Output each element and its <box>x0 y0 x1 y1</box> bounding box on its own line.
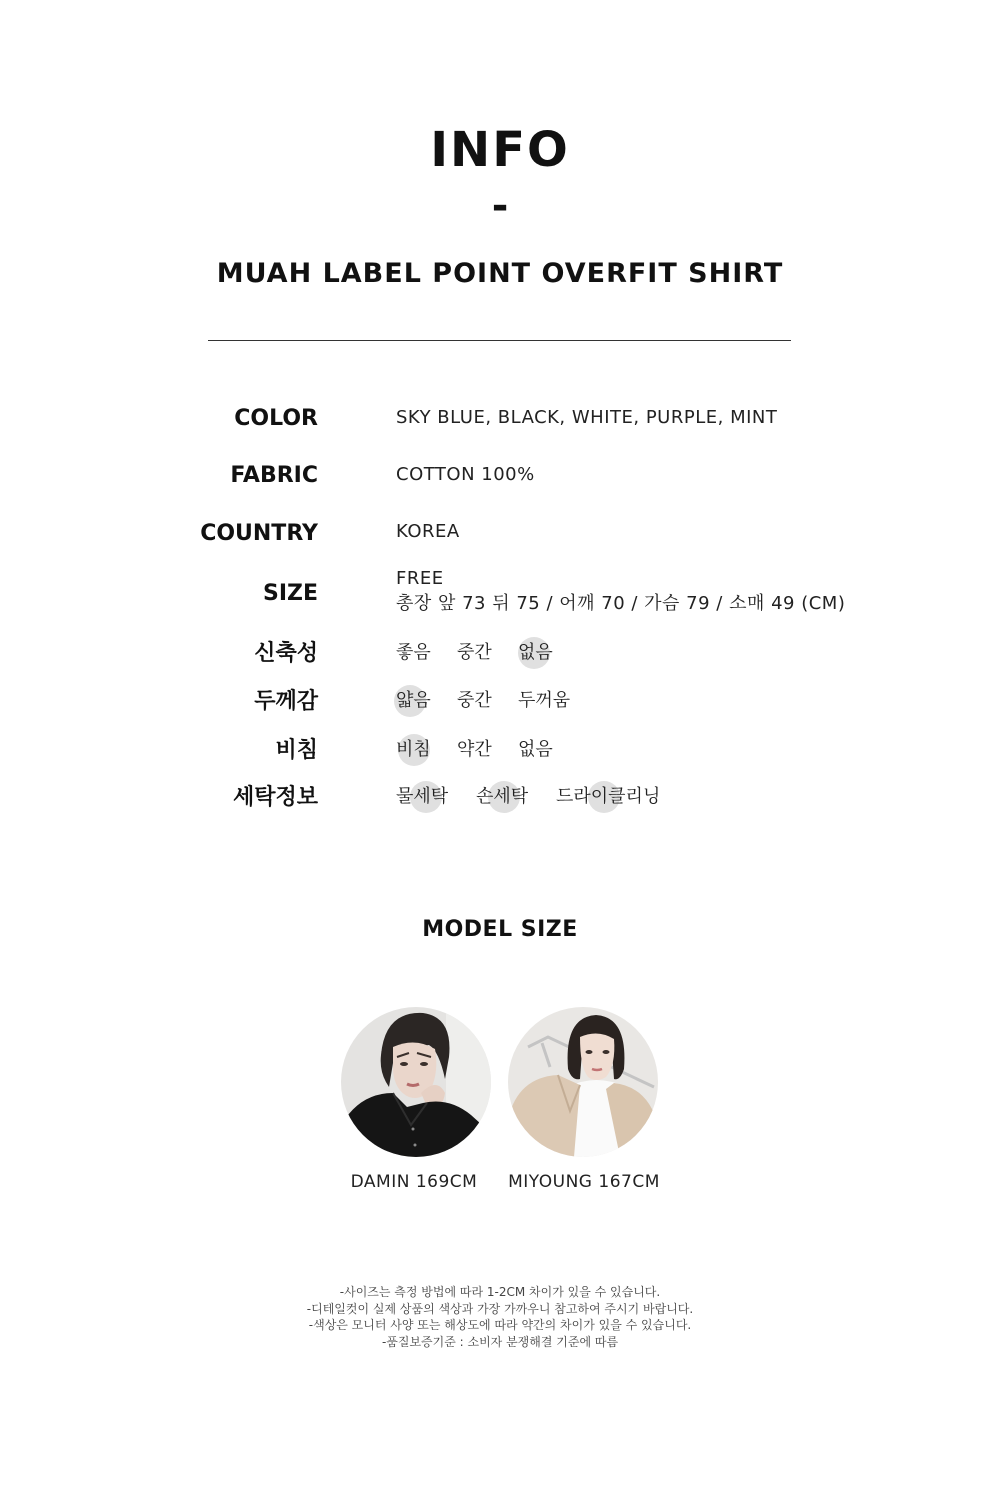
title-separator: - <box>491 183 509 229</box>
product-name: MUAH LABEL POINT OVERFIT SHIRT <box>216 258 784 289</box>
color-label: COLOR <box>234 406 318 431</box>
fabric-label: FABRIC <box>230 463 318 488</box>
page-title: INFO <box>430 122 570 178</box>
notice-text <box>0 1284 1000 1350</box>
model-caption-miyoung: MIYOUNG 167CM <box>508 1172 660 1192</box>
stretch-label: 신축성 <box>254 641 318 666</box>
thickness-label: 두께감 <box>254 689 318 714</box>
country-label: COUNTRY <box>200 521 318 546</box>
size-label: SIZE <box>262 581 318 606</box>
model-caption-damin: DAMIN 169CM <box>350 1172 478 1192</box>
washing-label: 세탁정보 <box>232 785 318 810</box>
stretch-options <box>396 640 896 670</box>
see-through-label: 비침 <box>275 738 318 763</box>
model-photo-miyoung <box>508 1007 658 1157</box>
color-value: SKY BLUE, BLACK, WHITE, PURPLE, MINT <box>396 407 778 428</box>
thickness-option: 중간 <box>457 690 492 711</box>
notice-line: -품질보증기준 : 소비자 분쟁해결 기준에 따름 <box>381 1334 619 1349</box>
see-through-option: 약간 <box>457 739 492 760</box>
size-value-measurements: 총장 앞 73 뒤 75 / 어깨 70 / 가슴 79 / 소매 49 (CM) <box>396 593 846 614</box>
notice-line: -색상은 모니터 사양 또는 해상도에 따라 약간의 차이가 있을 수 있습니다. <box>308 1318 692 1332</box>
see-through-option-selected: 비침 <box>396 737 431 763</box>
stretch-option: 중간 <box>457 642 492 663</box>
model-photo-miyoung-image <box>508 1007 658 1157</box>
notice-line: -사이즈는 측정 방법에 따라 1-2CM 차이가 있을 수 있습니다. <box>339 1285 661 1299</box>
model-size-title: MODEL SIZE <box>422 917 578 942</box>
see-through-option: 없음 <box>518 739 553 760</box>
country-value: KOREA <box>396 521 460 542</box>
divider-line <box>208 340 791 341</box>
washing-option-selected: 드라이클리닝 <box>556 784 660 810</box>
size-value-free: FREE <box>396 568 444 589</box>
see-through-options <box>396 737 896 767</box>
washing-option-selected: 물세탁 <box>396 784 448 810</box>
stretch-option-selected: 없음 <box>518 640 553 666</box>
stretch-option: 좋음 <box>396 642 431 663</box>
fabric-value: COTTON 100% <box>396 464 535 485</box>
model-photo-damin <box>341 1007 491 1157</box>
thickness-option-selected: 얇음 <box>396 688 431 714</box>
thickness-options <box>396 688 896 718</box>
thickness-option: 두꺼움 <box>518 690 571 711</box>
washing-option-selected: 손세탁 <box>476 784 528 810</box>
model-photo-damin-image <box>341 1007 491 1157</box>
notice-line: -디테일컷이 실제 상품의 색상과 가장 가까우니 참고하여 주시기 바랍니다. <box>306 1301 694 1316</box>
washing-options <box>396 784 896 814</box>
